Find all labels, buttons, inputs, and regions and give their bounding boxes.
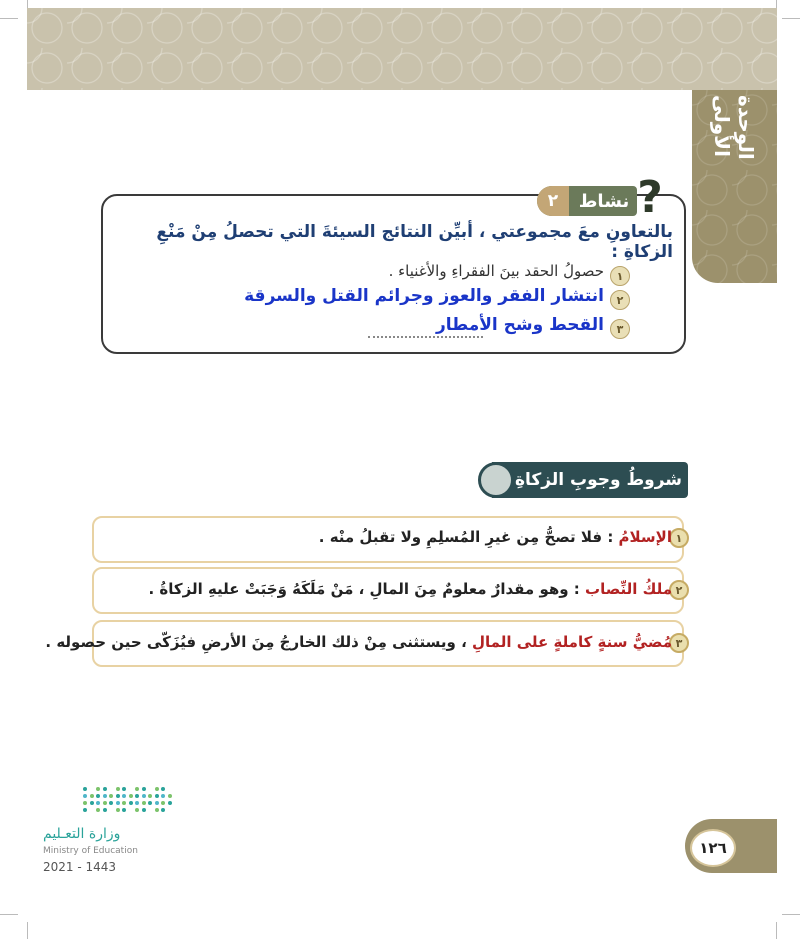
condition-text-1 [112,528,672,558]
logo-dot [83,808,87,812]
logo-dot [83,794,87,798]
logo-dot [96,794,100,798]
header-banner [27,8,777,90]
logo-dot [116,808,120,812]
condition-key: ملكُ النِّصاب [585,580,672,598]
logo-dot [148,801,152,805]
answer-text: القحط وشح الأمطار [435,315,604,335]
logo-dot [135,794,139,798]
logo-dot [161,794,165,798]
logo-dot [155,794,159,798]
logo-dot [155,787,159,791]
logo-dot [116,787,120,791]
number-medal-icon: ١ [669,528,689,548]
logo-dot [103,801,107,805]
number-medal-icon: ١ [610,266,630,286]
logo-dot [155,808,159,812]
unit-label: الوحدة الأولى [710,95,758,160]
logo-dot [161,808,165,812]
section-title: شروطُ وجوبِ الزكاةِ [514,470,682,490]
crop-mark [776,922,777,939]
logo-dot [90,801,94,805]
logo-dot [109,794,113,798]
crop-mark [0,914,18,915]
condition-rest: : فلا تصحُّ مِن غيرِ المُسلِمِ ولا تقبلُ منْه . [318,528,619,546]
answer-text: انتشار الفقر والعوز وجرائم القتل والسرقة [244,286,604,306]
answer-item-2 [244,286,630,312]
number-medal-icon: ٣ [669,633,689,653]
logo-dot [103,787,107,791]
logo-dot [122,794,126,798]
ministry-name-en: Ministry of Education [43,846,138,856]
logo-dot [122,808,126,812]
activity-label: نشاط [578,190,630,212]
crop-mark [782,914,800,915]
ministry-logo-icon [83,787,177,817]
logo-dot [161,801,165,805]
logo-dot [161,787,165,791]
ministry-name-ar: وزارة التعـليم [43,826,121,842]
number-medal-icon: ٢ [669,580,689,600]
activity-number: ٢ [537,186,569,216]
answer-item-1 [290,262,630,288]
section-header-cap [478,462,514,498]
logo-dot [148,794,152,798]
logo-dot [129,801,133,805]
logo-dot [116,794,120,798]
logo-dot [96,787,100,791]
logo-dot [135,808,139,812]
crop-mark [27,922,28,939]
logo-dot [135,801,139,805]
logo-dot [142,794,146,798]
number-medal-icon: ٢ [610,290,630,310]
condition-text-3 [45,633,672,663]
condition-key: الإسلامُ [618,528,672,546]
condition-text-2 [112,580,672,610]
crop-mark [0,18,18,19]
logo-dot [90,794,94,798]
condition-rest: : وهو مقدارٌ معلومٌ مِنَ المالِ ، مَنْ مَلَكَهُ وَجَبَتْ عليهِ الزكاةُ . [148,580,586,598]
logo-dot [122,787,126,791]
activity-prompt: بالتعاونِ معَ مجموعتي ، أبيِّن النتائج السيئةَ التي تحصلُ مِنْ مَنْعِ الزكاةِ : [156,222,673,262]
activity-badge [533,172,667,223]
logo-dot [103,794,107,798]
logo-dot [142,801,146,805]
logo-dot [96,808,100,812]
logo-dot [142,808,146,812]
logo-dot [122,801,126,805]
answer-text: حصولُ الحقد بينَ الفقراءِ والأغنياء . [388,262,604,280]
logo-dot [109,801,113,805]
logo-dot [168,794,172,798]
logo-dot [168,801,172,805]
logo-dot [103,808,107,812]
logo-dot [83,787,87,791]
edition-year: 2021 - 1443 [43,860,117,874]
crop-mark [782,18,800,19]
logo-dot [129,794,133,798]
condition-rest: ، ويستثنى مِنْ ذلك الخارجُ مِنَ الأرضِ فيُزَكّى حين حصوله . [45,633,472,651]
answer-dotted-line [368,334,483,338]
logo-dot [142,787,146,791]
section-header [478,462,688,498]
logo-dot [135,787,139,791]
logo-dot [116,801,120,805]
number-medal-icon: ٣ [610,319,630,339]
logo-dot [83,801,87,805]
page-number: ١٢٦ [690,829,736,867]
logo-dot [96,801,100,805]
condition-key: مُضيُّ سنةٍ كاملةٍ على المالِ [472,633,672,651]
logo-dot [155,801,159,805]
question-mark-icon: ? [637,172,663,223]
